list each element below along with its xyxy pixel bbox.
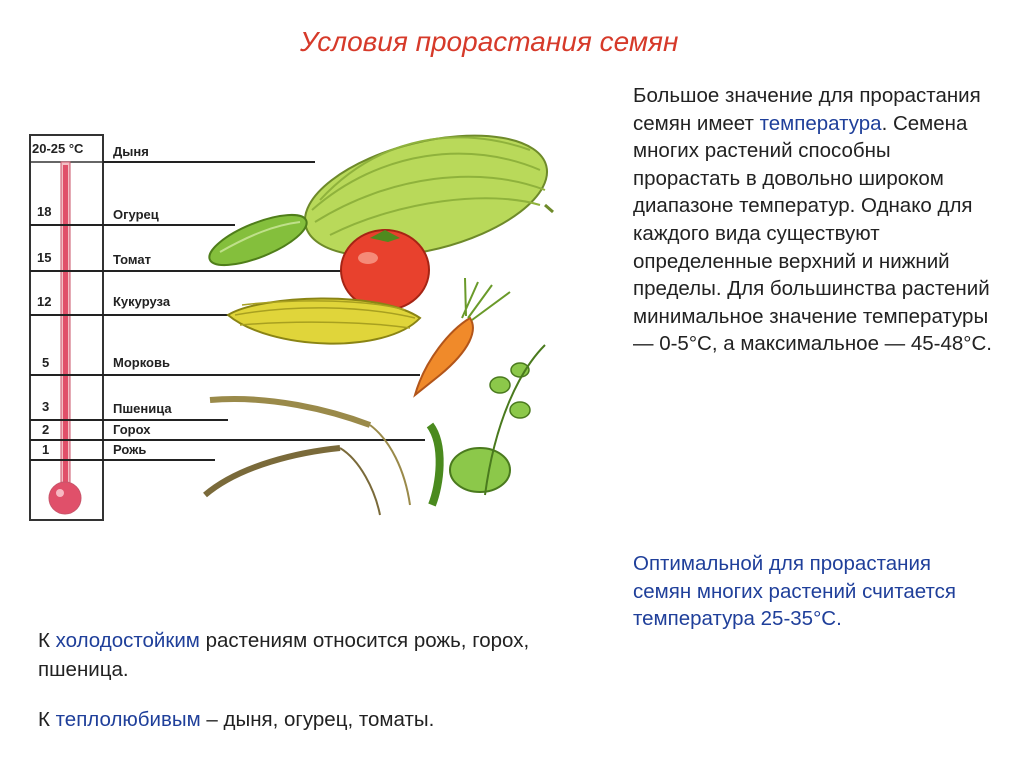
plant-label-pea: Горох: [113, 422, 151, 437]
tick-label: 18: [37, 204, 52, 219]
note-text: К: [38, 629, 56, 652]
plant-label-corn: Кукуруза: [113, 294, 171, 309]
tick-label: 5: [42, 355, 50, 370]
plant-label-rye: Рожь: [113, 442, 147, 457]
tick-label: 3: [42, 399, 50, 414]
paragraph-text: Большое значение для прорастания семян имеет: [633, 84, 981, 135]
plant-label-cucumber: Огурец: [113, 207, 159, 222]
thermometer-header: 20-25 °С: [32, 141, 84, 156]
cold-resistant-note: [38, 626, 588, 684]
highlight-term: теплолюбивым: [55, 708, 201, 731]
highlight-term: температура: [759, 111, 882, 135]
thermometer-bulb: [49, 482, 81, 514]
thermometer-plants-illustration: [0, 0, 600, 540]
highlight-term: холодостойким: [55, 629, 200, 652]
plant-label-wheat: Пшеница: [113, 401, 172, 416]
plant-label-carrot: Морковь: [113, 355, 170, 370]
note-text: – дыня, огурец, томаты.: [200, 708, 435, 731]
germination-figure: [0, 0, 600, 545]
note-text: К: [38, 708, 56, 731]
optimal-temperature-paragraph: Оптимальной для прорастания семян многих растений считается температура 25-35°С.: [633, 552, 957, 631]
tick-label: 12: [37, 294, 52, 309]
tick-label: 2: [42, 422, 50, 437]
paragraph-text: . Семена многих растений способны прорастать в довольно широком диапазоне температур. Однако для каждого вида существуют определенные верхний и нижний пределы. Для большинства растений минимальное значение температуры — 0-5°С, а максимальное — 45-48°С.: [633, 111, 992, 356]
corn-image: [228, 298, 420, 343]
temperature-paragraph: [633, 82, 993, 358]
heat-loving-note: [38, 705, 588, 734]
plant-label-melon: Дыня: [113, 144, 149, 159]
wheat-image: [205, 399, 410, 515]
cucumber-image: [203, 205, 312, 275]
slide-title: Условия прорастания семян: [300, 26, 679, 57]
tick-label: 1: [42, 442, 50, 457]
tick-label: 15: [37, 250, 52, 265]
tomato-image: [341, 230, 429, 310]
note-text: растениям относится рожь, горох, пшеница.: [38, 629, 530, 681]
plant-label-tomato: Томат: [113, 252, 151, 267]
